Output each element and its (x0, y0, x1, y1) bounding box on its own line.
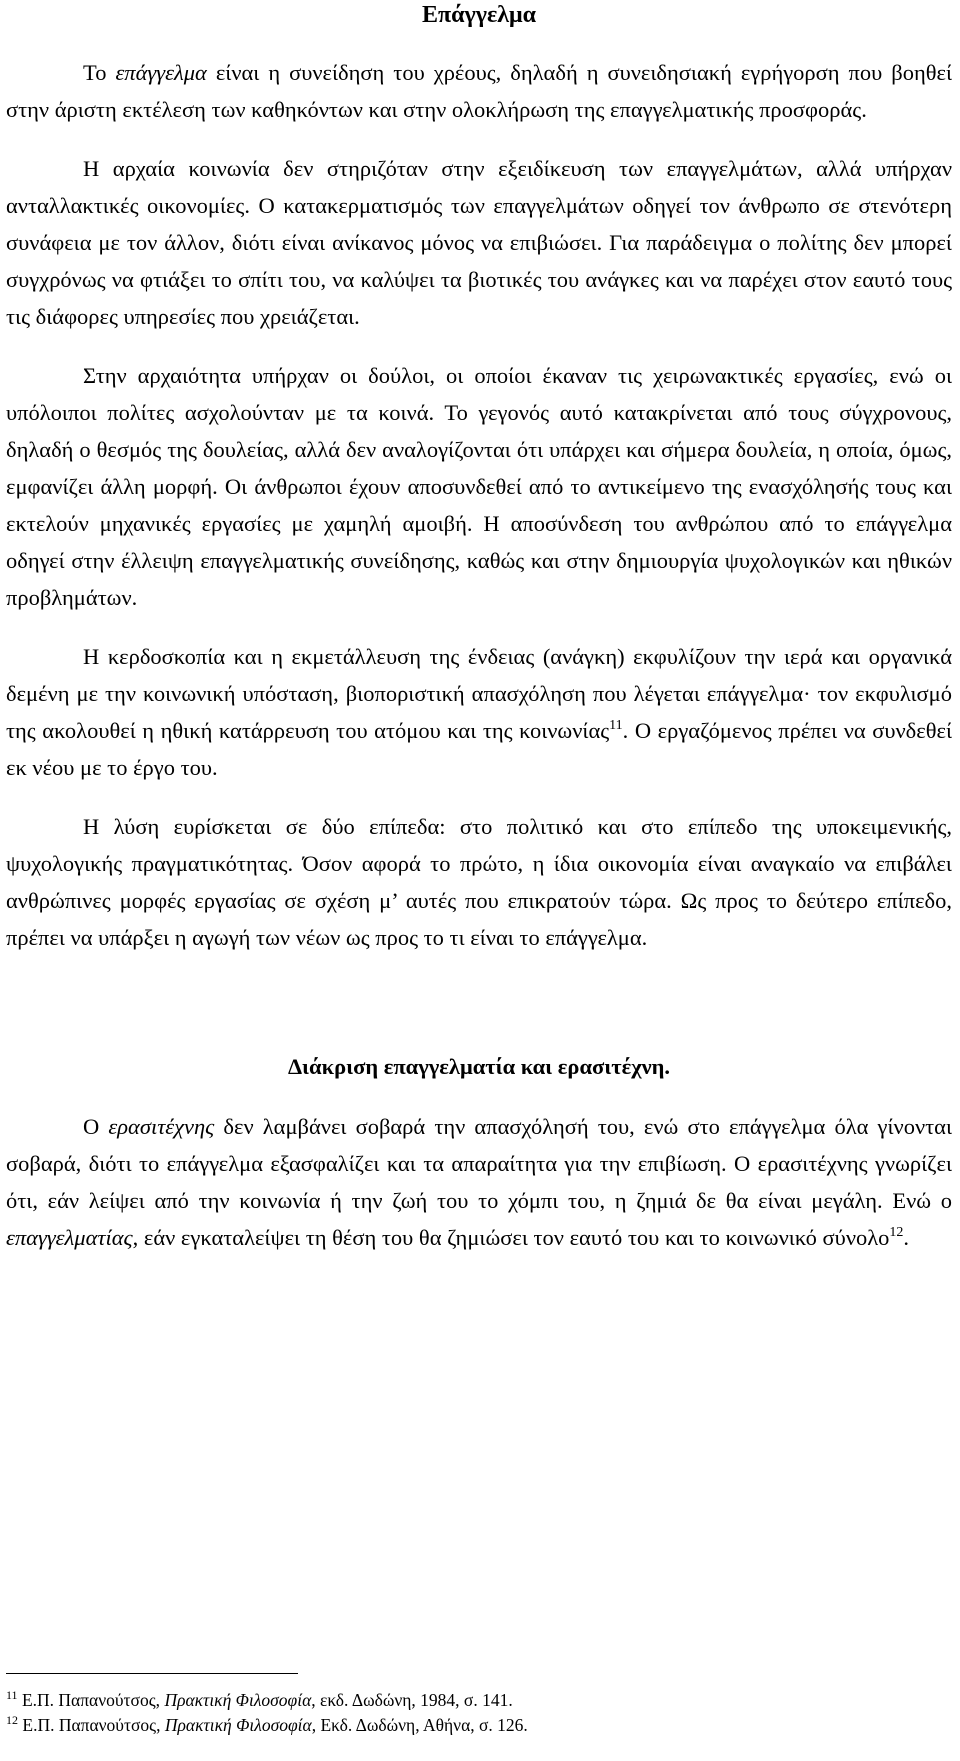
text-run: . Ο εργαζόμενος πρέπει να συνδεθεί εκ νέου με το έργο του. (6, 718, 952, 780)
footnote-text: Ε.Π. Παπανούτσος, (18, 1715, 165, 1735)
emphasis-term: ερασιτέχνης (108, 1114, 215, 1139)
section-heading: Διάκριση επαγγελματία και ερασιτέχνη. (287, 1054, 671, 1079)
text-run: , εάν εγκαταλείψει τη θέση του θα ζημιώσει τον εαυτό του και το κοινωνικό σύνολο (132, 1225, 890, 1250)
text-run: . (903, 1225, 910, 1250)
paragraph-ancient-society: Η αρχαία κοινωνία δεν στηριζόταν στην εξειδίκευση των επαγγελμάτων, αλλά υπήρχαν ανταλλακτικές οικονομίες. Ο κατακερματισμός των επαγγελμάτων οδηγεί τον άνθρωπο σε στενότερη συνάφεια με τον άλλον, διότι είναι ανίκανος μόνος να επιβιώσει. Για παράδειγμα ο πολίτης δεν μπορεί συγχρόνως να φτιάξει το σπίτι του, να καλύψει τα βιοτικές του ανάγκες και να παρέχει στον εαυτό τους τις διάφορες υπηρεσίες που χρειάζεται. (6, 156, 952, 329)
footnote-text: Ε.Π. Παπανούτσος, (17, 1690, 165, 1710)
text-run: Η κερδοσκοπία και η εκμετάλλευση της ένδειας (ανάγκη) εκφυλίζουν την ιερά και οργανικά δεμένη με την κοινωνική υπόσταση, βιοποριστική απασχόληση που λέγεται επάγγελμα· τον εκφυλισμό της ακολουθεί η ηθική κατάρρευση του ατόμου και της κοινωνίας (6, 644, 952, 743)
paragraph-definition (6, 54, 952, 128)
footnote-book-title: Πρακτική Φιλοσοφία (164, 1715, 312, 1735)
text-run: δεν λαμβάνει σοβαρά την απασχόλησή του, ενώ στο επάγγελμα όλα γίνονται σοβαρά, διότι το επάγγελμα εξασφαλίζει και τα απαραίτητα για την επιβίωση. Ο ερασιτέχνης γνωρίζει ότι, εάν λείψει από την κοινωνία ή την ζωή του το χόμπι του, η ζημιά δε θα είναι μεγάλη. Ενώ ο (6, 1114, 952, 1213)
footnote-number: 11 (6, 1688, 18, 1702)
footnote-book-title: Πρακτική Φιλοσοφία (164, 1690, 312, 1710)
paragraph-slavery: Στην αρχαιότητα υπήρχαν οι δούλοι, οι οποίοι έκαναν τις χειρωνακτικές εργασίες, ενώ οι υπόλοιποι πολίτες ασχολούνταν με τα κοινά. Το γεγονός αυτό κατακρίνεται από τους σύγχρονους, δηλαδή ο θεσμός της δουλείας, αλλά δεν αναλογίζονται ότι υπάρχει και σήμερα δουλεία, η οποία, όμως, εμφανίζει άλλη μορφή. Οι άνθρωποι έχουν αποσυνδεθεί από το αντικείμενο της ενασχόλησής τους και εκτελούν μηχανικές εργασίες με χαμηλή αμοιβή. Η αποσύνδεση του ανθρώπου από το επάγγελμα οδηγεί στην έλλειψη επαγγελματικής συνείδησης, καθώς και στην δημιουργία ψυχολογικών και ηθικών προβλημάτων. (6, 363, 952, 610)
emphasis-term: επάγγελμα (115, 60, 207, 85)
paragraph-solution: Η λύση ευρίσκεται σε δύο επίπεδα: στο πολιτικό και στο επίπεδο της υποκειμενικής, ψυχολογικής πραγματικότητας. Όσον αφορά το πρώτο, η ίδια οικονομία είναι αναγκαίο να επιβάλει ανθρώπινες μορφές εργασίας σε σχέση μ’ αυτές που επικρατούν τώρα. Ως προς το δεύτερο επίπεδο, πρέπει να υπάρξει η αγωγή των νέων ως προς το τι είναι το επάγγελμα. (6, 814, 952, 950)
text-run: Ο (83, 1114, 109, 1139)
footnote-ref-11[interactable]: 11 (609, 718, 623, 733)
emphasis-term: επαγγελματίας (6, 1225, 133, 1250)
paragraph-speculation (6, 638, 952, 786)
footnote-12 (6, 1713, 952, 1738)
footnotes (6, 1673, 952, 1738)
footnote-ref-12[interactable]: 12 (889, 1225, 904, 1240)
footnote-divider (6, 1673, 298, 1674)
paragraph-amateur (6, 1108, 952, 1256)
footnote-number: 12 (6, 1713, 18, 1727)
text-run: Το (83, 60, 116, 85)
text-run: είναι η συνείδηση του χρέους, δηλαδή η συνειδησιακή εγρήγορση που βοηθεί στην άριστη εκτέλεση των καθηκόντων και στην ολοκλήρωση της επαγγελματικής προσφοράς. (6, 60, 952, 122)
footnote-text: , εκδ. Δωδώνη, 1984, σ. 141. (311, 1690, 513, 1710)
footnote-text: , Εκδ. Δωδώνη, Αθήνα, σ. 126. (311, 1715, 528, 1735)
footnote-11 (6, 1688, 952, 1713)
page-title: Επάγγελμα (421, 2, 537, 28)
